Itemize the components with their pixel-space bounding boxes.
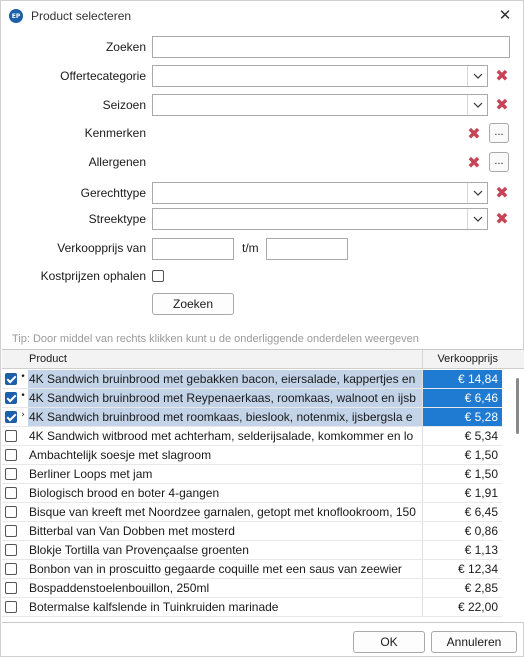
search-button[interactable]: Zoeken (152, 293, 234, 315)
row-checkbox[interactable] (5, 468, 17, 480)
row-indicator-icon: • (20, 391, 26, 401)
product-name-cell[interactable]: Biologisch brood en boter 4-gangen (29, 486, 220, 500)
clear-seizoen-icon[interactable]: ✖ (495, 95, 509, 114)
product-name-cell[interactable]: Ambachtelijk soesje met slagroom (29, 448, 212, 462)
row-checkbox[interactable] (5, 373, 17, 385)
table-row[interactable] (2, 541, 502, 560)
grid-header (2, 350, 524, 369)
scrollbar-thumb[interactable] (516, 378, 519, 434)
offertecategorie-dropdown[interactable] (152, 65, 488, 87)
product-grid (2, 349, 524, 623)
table-row[interactable] (2, 598, 502, 617)
zoeken-label: Zoeken (105, 40, 146, 54)
chevron-down-icon[interactable] (467, 95, 487, 115)
product-name-cell[interactable]: Bisque van kreeft met Noordzee garnalen, getopt met knoflookroom, 150 (29, 505, 416, 519)
product-name-cell[interactable]: Bitterbal van Van Dobben met mosterd (29, 524, 235, 538)
product-price-cell[interactable]: € 2,85 (422, 579, 502, 597)
row-checkbox[interactable] (5, 487, 17, 499)
product-price-cell[interactable]: € 22,00 (422, 598, 502, 616)
verkoopprijs-van-label: Verkoopprijs van (57, 241, 146, 255)
clear-streektype-icon[interactable]: ✖ (495, 209, 509, 228)
table-row[interactable] (2, 522, 502, 541)
table-row[interactable] (2, 370, 502, 389)
table-row[interactable] (2, 408, 502, 427)
streektype-label: Streektype (88, 212, 146, 226)
table-row[interactable] (2, 465, 502, 484)
product-price-cell[interactable]: € 1,50 (422, 446, 502, 464)
offertecategorie-label: Offertecategorie (60, 69, 146, 83)
dialog-title: Product selecteren (31, 9, 132, 23)
product-price-cell[interactable]: € 1,91 (422, 484, 502, 502)
verkoopprijs-tm-input[interactable] (266, 238, 348, 260)
product-price-cell[interactable]: € 1,13 (422, 541, 502, 559)
clear-kenmerken-icon[interactable]: ✖ (467, 124, 481, 143)
row-indicator-icon: • (20, 372, 26, 382)
product-price-cell[interactable]: € 5,28 (422, 408, 502, 426)
table-row[interactable] (2, 446, 502, 465)
clear-gerechttype-icon[interactable]: ✖ (495, 183, 509, 202)
gerechttype-dropdown[interactable] (152, 182, 488, 204)
product-price-cell[interactable]: € 1,50 (422, 465, 502, 483)
allergenen-browse-button[interactable]: ... (489, 152, 509, 172)
seizoen-label: Seizoen (102, 98, 146, 112)
table-row[interactable] (2, 427, 502, 446)
product-price-cell[interactable]: € 5,34 (422, 427, 502, 445)
zoeken-input[interactable] (152, 36, 510, 58)
row-checkbox[interactable] (5, 506, 17, 518)
table-row[interactable] (2, 389, 502, 408)
row-checkbox[interactable] (5, 582, 17, 594)
product-name-cell[interactable]: Bonbon van in proscuitto gegaarde coquille met een saus van zeewier (29, 562, 402, 576)
table-row[interactable] (2, 579, 502, 598)
close-icon[interactable]: ✕ (498, 6, 512, 24)
product-name-cell[interactable]: Bospaddenstoelenbouillon, 250ml (29, 581, 210, 595)
gerechttype-label: Gerechttype (80, 186, 146, 200)
product-price-cell[interactable]: € 6,45 (422, 503, 502, 521)
ok-button[interactable]: OK (353, 631, 425, 653)
chevron-down-icon[interactable] (467, 183, 487, 203)
row-checkbox[interactable] (5, 411, 17, 423)
column-header-verkoopprijs[interactable]: Verkoopprijs (422, 350, 502, 369)
seizoen-dropdown[interactable] (152, 94, 488, 116)
kenmerken-label: Kenmerken (84, 126, 146, 140)
row-indicator-icon: › (21, 410, 25, 420)
product-price-cell[interactable]: € 12,34 (422, 560, 502, 578)
kostprijzen-checkbox[interactable] (152, 270, 164, 282)
product-name-cell[interactable]: 4K Sandwich witbrood met achterham, selderijsalade, komkommer en lo (29, 429, 414, 443)
product-name-cell[interactable]: 4K Sandwich bruinbrood met Reypenaerkaas, roomkaas, walnoot en ijsb (28, 389, 422, 407)
table-row[interactable] (2, 560, 502, 579)
tip-text: Tip: Door middel van rechts klikken kunt u de onderliggende onderdelen weergeven (12, 333, 419, 345)
column-header-product[interactable]: Product (29, 353, 67, 365)
kostprijzen-label: Kostprijzen ophalen (40, 269, 146, 283)
table-row[interactable] (2, 503, 502, 522)
row-checkbox[interactable] (5, 563, 17, 575)
app-logo-icon: EP (9, 9, 23, 23)
vertical-scrollbar[interactable] (512, 370, 524, 623)
product-name-cell[interactable]: 4K Sandwich bruinbrood met roomkaas, bieslook, notenmix, ijsbergsla e (28, 408, 422, 426)
clear-allergenen-icon[interactable]: ✖ (467, 153, 481, 172)
row-checkbox[interactable] (5, 544, 17, 556)
row-checkbox[interactable] (5, 449, 17, 461)
row-checkbox[interactable] (5, 601, 17, 613)
product-price-cell[interactable]: € 14,84 (422, 370, 502, 388)
tm-label: t/m (242, 241, 259, 255)
cancel-button[interactable]: Annuleren (431, 631, 517, 653)
product-price-cell[interactable]: € 0,86 (422, 522, 502, 540)
row-checkbox[interactable] (5, 525, 17, 537)
chevron-down-icon[interactable] (467, 66, 487, 86)
table-row[interactable] (2, 484, 502, 503)
row-checkbox[interactable] (5, 430, 17, 442)
product-name-cell[interactable]: Botermalse kalfslende in Tuinkruiden marinade (29, 600, 279, 614)
streektype-dropdown[interactable] (152, 208, 488, 230)
kenmerken-browse-button[interactable]: ... (489, 123, 509, 143)
clear-offertecategorie-icon[interactable]: ✖ (495, 66, 509, 85)
product-name-cell[interactable]: Blokje Tortilla van Provençaalse groenten (29, 543, 249, 557)
chevron-down-icon[interactable] (467, 209, 487, 229)
product-name-cell[interactable]: Berliner Loops met jam (29, 467, 153, 481)
row-checkbox[interactable] (5, 392, 17, 404)
product-price-cell[interactable]: € 6,46 (422, 389, 502, 407)
verkoopprijs-van-input[interactable] (152, 238, 234, 260)
product-name-cell[interactable]: 4K Sandwich bruinbrood met gebakken bacon, eiersalade, kappertjes en (28, 370, 422, 388)
title-bar (1, 1, 523, 31)
allergenen-label: Allergenen (88, 155, 146, 169)
